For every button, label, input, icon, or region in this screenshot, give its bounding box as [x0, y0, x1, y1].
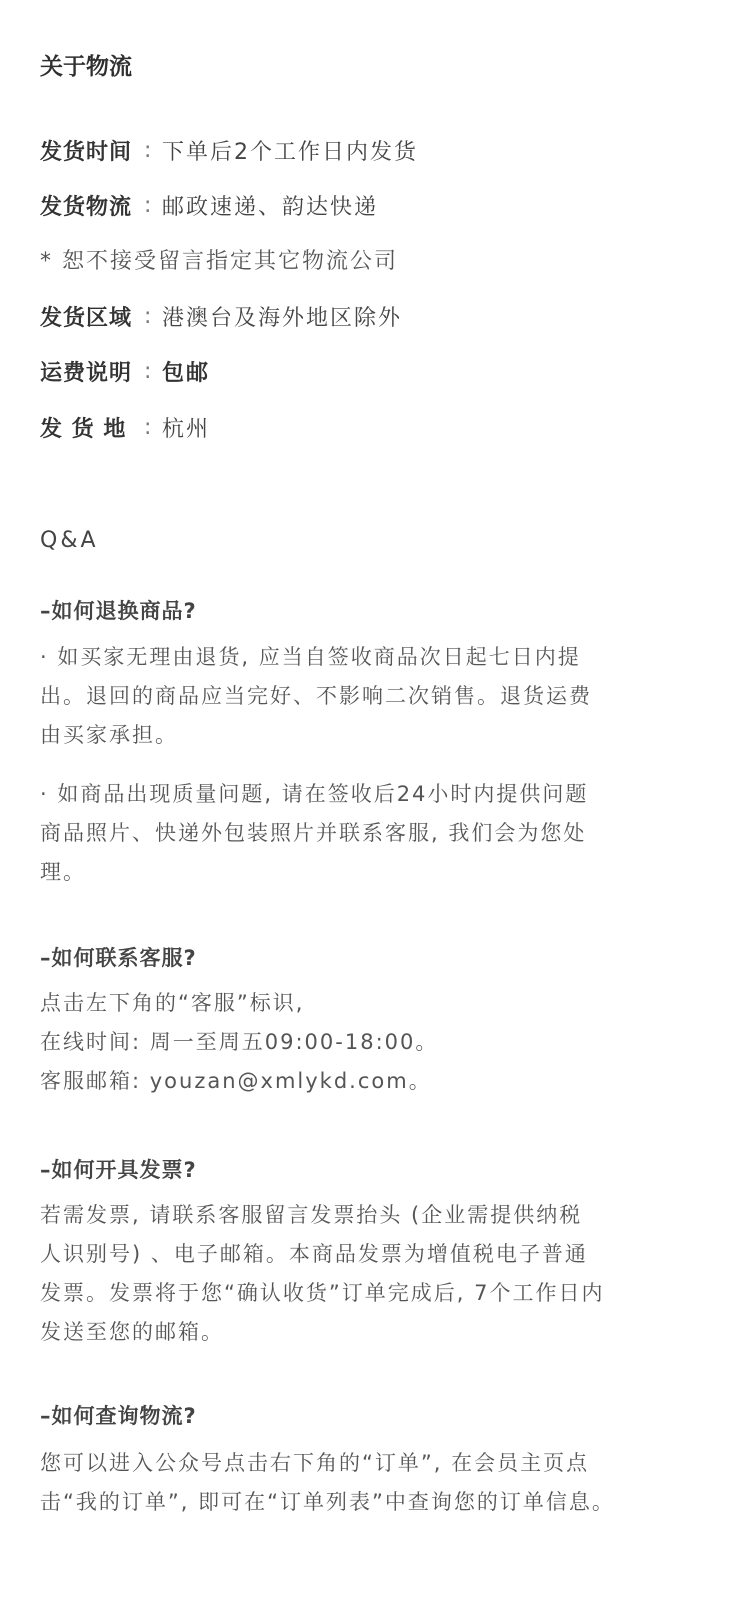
ship-origin-value: 杭州	[162, 416, 211, 442]
ship-region-row	[40, 300, 402, 332]
contact-paragraph	[40, 984, 670, 1101]
invoice-question: –如何开具发票?	[40, 1158, 197, 1182]
paragraph-line: 您可以进入公众号点击右下角的“订单”, 在会员主页点	[40, 1451, 590, 1475]
paragraph-line: 客服邮箱: youzan@xmlykd.com。	[40, 1069, 432, 1093]
ship-origin-label: 发 货 地	[40, 416, 127, 442]
ship-origin-row	[40, 411, 210, 443]
carrier-note: * 恕不接受留言指定其它物流公司	[40, 249, 398, 274]
paragraph-line: 点击左下角的“客服”标识,	[40, 991, 305, 1015]
ship-time-label: 发货时间	[40, 139, 133, 165]
paragraph-line: 由买家承担。	[40, 723, 178, 747]
colon: :	[144, 414, 152, 440]
ship-region-label: 发货区域	[40, 305, 133, 331]
paragraph-line: · 如商品出现质量问题, 请在签收后24小时内提供问题	[40, 782, 589, 806]
colon: :	[144, 192, 152, 218]
ship-region-value: 港澳台及海外地区除外	[162, 305, 403, 331]
paragraph-line: 发票。发票将于您“确认收货”订单完成后, 7个工作日内	[40, 1281, 605, 1305]
paragraph-line: 击“我的订单”, 即可在“订单列表”中查询您的订单信息。	[40, 1490, 615, 1514]
colon: :	[144, 358, 152, 384]
paragraph-line: 在线时间: 周一至周五09:00-18:00。	[40, 1030, 439, 1054]
paragraph-line: · 如买家无理由退货, 应当自签收商品次日起七日内提	[40, 645, 581, 669]
colon: :	[144, 137, 152, 163]
return-paragraph-2	[40, 775, 670, 892]
paragraph-line: 出。退回的商品应当完好、不影响二次销售。退货运费	[40, 684, 592, 708]
ship-carrier-label: 发货物流	[40, 194, 133, 220]
tracking-paragraph	[40, 1444, 670, 1522]
shipping-fee-label: 运费说明	[40, 360, 133, 386]
contact-question: –如何联系客服?	[40, 946, 197, 970]
paragraph-line: 理。	[40, 860, 86, 884]
paragraph-line: 人识别号) 、电子邮箱。本商品发票为增值税电子普通	[40, 1242, 588, 1266]
ship-time-row	[40, 134, 418, 166]
qa-title: Q&A	[40, 528, 99, 553]
shipping-fee-value: 包邮	[162, 360, 211, 386]
paragraph-line: 发送至您的邮箱。	[40, 1320, 224, 1344]
return-question: –如何退换商品?	[40, 599, 197, 623]
colon: :	[144, 303, 152, 329]
shipping-fee-row	[40, 355, 210, 387]
section-title: 关于物流	[40, 54, 132, 80]
invoice-paragraph	[40, 1196, 670, 1352]
ship-time-value: 下单后2个工作日内发货	[162, 139, 418, 165]
ship-carrier-row	[40, 189, 378, 221]
paragraph-line: 商品照片、快递外包装照片并联系客服, 我们会为您处	[40, 821, 587, 845]
return-paragraph-1	[40, 638, 670, 755]
tracking-question: –如何查询物流?	[40, 1404, 197, 1428]
paragraph-line: 若需发票, 请联系客服留言发票抬头 (企业需提供纳税	[40, 1203, 583, 1227]
ship-carrier-value: 邮政速递、韵达快递	[162, 194, 379, 220]
